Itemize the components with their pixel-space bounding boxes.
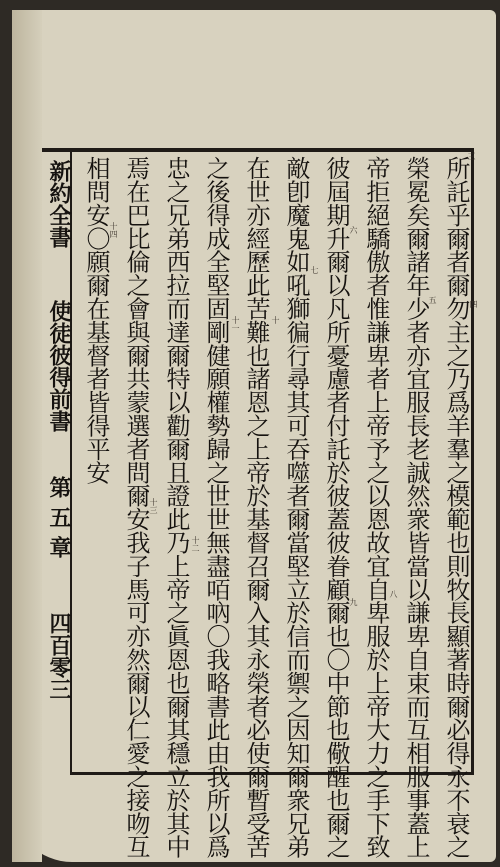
verse-marker: 十一 [231, 316, 240, 332]
text-column-7: 之後得成全堅固剛健願權勢歸之世世無盡咟吶〇我略書此由我所以爲 [202, 156, 230, 859]
verse-marker: 八 [389, 590, 398, 598]
text-column-9: 焉在巴比倫之會與爾共蒙選者問爾安我子馬可亦然爾以仁愛之接吻互 [122, 156, 150, 859]
text-column-2: 榮冕矣爾諸年少者亦宜服長老誠然衆皆當以謙卑自束而互相服事蓋上 [402, 156, 430, 859]
chapter-heading: 第五章 [46, 476, 72, 566]
text-column-1: 所託乎爾者爾勿主之乃爲羊羣之模範也則牧長顯著時爾必得永不衰之 [442, 156, 470, 859]
text-column-3: 帝拒絕驕傲者惟謙卑者上帝予之以恩故宜自卑服於上帝大力之手下致 [362, 156, 390, 859]
book-title: 新約全書 [46, 160, 72, 248]
text-column-10: 相問安〇願爾在基督者皆得平安 [82, 156, 110, 484]
text-column-8: 忠之兄弟西拉而達爾特以勸爾且證此乃上帝之眞恩也爾其穩立於其中 [162, 156, 190, 859]
frame-right-rule [471, 150, 474, 774]
verse-marker: 四 [469, 300, 478, 308]
verse-marker: 七 [310, 266, 319, 274]
verse-marker: 十二 [191, 536, 200, 552]
book-name: 使徒彼得前書 [46, 300, 72, 432]
verse-marker: 十三 [149, 498, 158, 514]
verse-marker: 五 [428, 296, 437, 304]
text-column-6: 在世亦經歷此苦難也諸恩之上帝於基督召爾入其永榮者必使爾暫受苦 [242, 156, 270, 859]
text-column-4: 彼屆期升爾以凡所憂慮者付託於彼蓋彼眷顧爾也〇中節也儆醒也爾之 [322, 156, 350, 859]
verse-marker: 十 [271, 316, 280, 324]
page-number: 四百零三 [46, 612, 72, 700]
text-column-5: 敵卽魔鬼如吼獅徧行尋其可吞噬者爾當堅立於信而禦之因知爾衆兄弟 [282, 156, 310, 859]
verse-marker: 九 [349, 598, 358, 606]
verse-marker: 十四 [109, 222, 118, 238]
page-gutter [12, 10, 42, 862]
frame-top-rule [42, 148, 474, 152]
verse-marker: 六 [349, 226, 358, 234]
verse-marker: 三 [467, 152, 476, 160]
